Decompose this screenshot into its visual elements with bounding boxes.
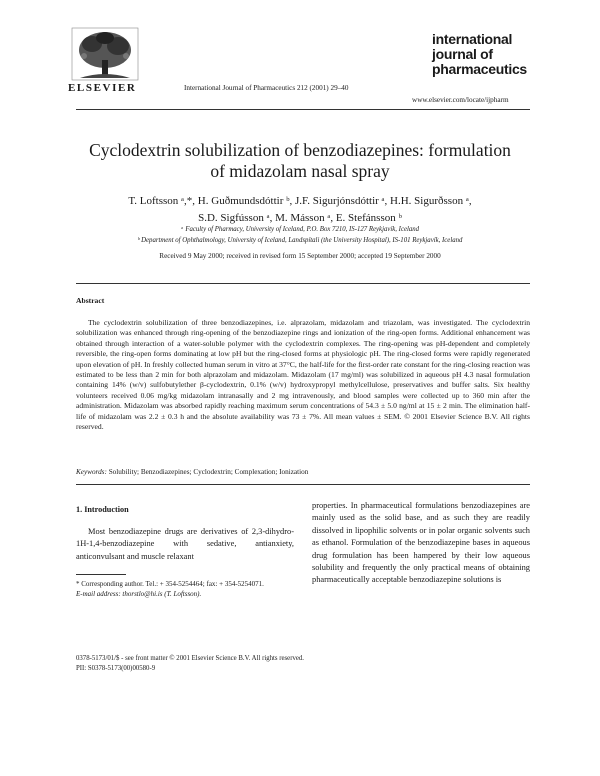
received-dates: Received 9 May 2000; received in revised form 15 September 2000; accepted 19 September 2000 [159,252,441,260]
footnote [76,580,294,599]
abstract-text: The cyclodextrin solubilization of three benzodiazepines, i.e. alprazolam, midazolam and triazolam, was investigated. The cyclodextrin solubilization was enhanced through ring-opening of the benzodiazepine rings and ionization of the ring-open forms. Additional enhancement was obtained through interaction of a water-soluble polymer with the cyclodextrin complexes. The ring-opening was pH-dependent and completely reversible, the ring-open forms dominating at low pH but the ring-closed forms at physiologic pH. The ring-closed forms were rapidly regenerated upon elevation of pH. In freshly collected human serum in vitro at 37°C, the half-life for the first-order rate constant for the ring-closing reaction was estimated to be less than 2 min for both alprazolam and midazolam. Midazolam (17 mg/ml) was solubilized in aqueous pH 4.3 nasal formulation containing 14% (w/v) sulfobutylether β-cyclodextrin, 0.1% (w/v) hydroxypropyl methylcellulose, preservatives and buffer salts. Six healthy volunteers received 0.06 mg/kg midazolam intranasally and 2 mg intravenously, and blood samples were collected up to 360 min after the administration. Midazolam was absorbed rapidly reaching maximum serum concentrations of 54.3 ± 5.0 ng/ml at 15 ± 2 min. The elimination half-life of midazolam was 2.2 ± 0.3 h and the absolute availability was 73 ± 7%. All mean values ± SEM. © 2001 Elsevier Science B.V. All rights reserved. [76,318,530,432]
journal-logo-line: international [432,31,513,47]
abstract-bottom-divider [76,484,530,485]
title-line: Cyclodextrin solubilization of benzodiazepines: formulation [89,140,511,160]
header-divider [76,109,530,110]
journal-citation: International Journal of Pharmaceutics 212 (2001) 29–40 [184,84,349,92]
abstract-body [76,318,530,432]
authors-line: S.D. Sigfússon ᵃ, M. Másson ᵃ, E. Stefánsson ᵇ [198,212,402,224]
journal-logo-line: pharmaceutics [432,61,527,77]
affiliation-b: ᵇ Department of Ophthalmology, University of Iceland, Landspítali (the University Hospital), IS-101 Reykjavík, Iceland [137,237,463,244]
title-line: of midazolam nasal spray [210,161,390,181]
keywords [76,468,530,476]
paper-title [60,140,540,182]
pii-line: PII: S0378-5173(00)00580-9 [76,665,156,672]
footnote-rule [76,574,126,575]
publisher-name: ELSEVIER [68,82,137,94]
authors [60,193,540,227]
issn-line: 0378-5173/01/$ - see front matter © 2001 Elsevier Science B.V. All rights reserved. [76,655,304,662]
authors-line: T. Loftsson ᵃ,*, H. Guðmundsdóttir ᵇ, J.F. Sigurjónsdóttir ᵃ, H.H. Sigurðsson ᵃ, [128,195,472,207]
author-email: E-mail address: thorstlo@hi.is (T. Loftsson). [76,589,202,598]
abstract-heading: Abstract [76,296,105,305]
affiliation-a: ᵃ Faculty of Pharmacy, University of Iceland, P.O. Box 7210, IS-127 Reykjavík, Iceland [180,226,420,233]
journal-logo-line: journal of [432,46,493,62]
intro-right-text: properties. In pharmaceutical formulations benzodiazepines are mainly used as the solid base, and as such they are readily dissolved in lipophilic solvents or in polar organic solvents such as ethanol. Formulation of the benzodiazepine bases in aqueous drug formulation has been hampered by their low aqueous solubility and frequently the only practical means of obtaining pharmaceutically acceptable benzodiazepine solutions is [312,501,530,585]
corresponding-author: * Corresponding author. Tel.: + 354-5254464; fax: + 354-5254071. [76,580,264,588]
abstract-top-divider [76,283,530,284]
intro-right-column [312,500,530,587]
keywords-list: Solubility; Benzodiazepines; Cyclodextrin; Complexation; Ionization [108,468,309,476]
journal-url[interactable]: www.elsevier.com/locate/ijpharm [412,96,509,104]
copyright-block [76,654,304,674]
section-heading-introduction: 1. Introduction [76,505,129,514]
journal-logo-text [432,32,527,77]
keywords-label: Keywords: [76,468,107,476]
intro-left-text: Most benzodiazepine drugs are derivatives of 2,3-dihydro-1H-1,4-benzodiazepine with sedative, antianxiety, anticonvulsant and muscle relaxant [76,527,294,561]
intro-left-column [76,526,294,563]
